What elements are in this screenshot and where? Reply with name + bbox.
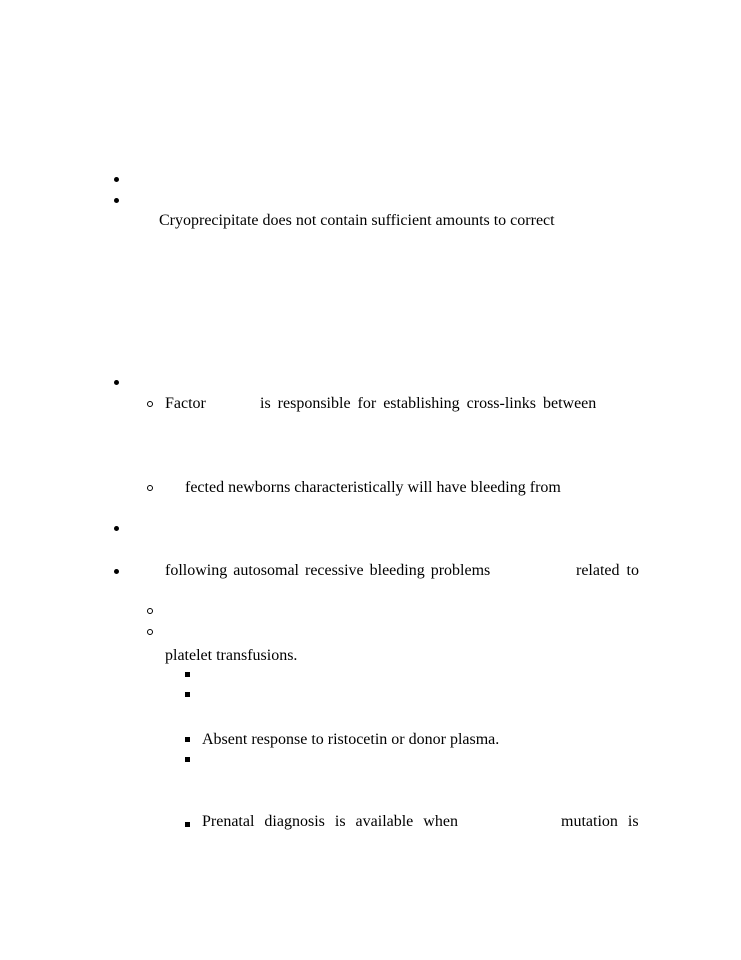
text-factor-word: Factor — [165, 395, 206, 412]
bullet-marker — [185, 757, 190, 762]
bullet-marker — [147, 485, 153, 491]
bullet-marker — [114, 177, 119, 182]
bullet-marker — [147, 608, 153, 614]
bullet-marker — [185, 692, 190, 697]
bullet-marker — [114, 198, 119, 203]
text-line-cryoprecipitate: Cryoprecipitate does not contain sufficient amounts to correct — [159, 212, 555, 229]
bullet-marker — [185, 672, 190, 677]
text-line-absent: Absent response to ristocetin or donor plasma. — [202, 731, 500, 748]
text-line-prenatal: Prenatal diagnosis is available when — [202, 813, 458, 830]
text-line-factor — [260, 394, 646, 414]
bullet-marker — [185, 737, 190, 742]
bullet-marker — [147, 401, 153, 407]
bullet-marker — [147, 629, 153, 635]
text-line-prenatal-end: mutation is — [561, 813, 639, 830]
bullet-marker — [114, 380, 119, 385]
bullet-marker — [185, 822, 190, 827]
bullet-marker — [114, 569, 119, 574]
text-line-fected: fected newborns characteristically will have bleeding from — [185, 479, 561, 496]
text-line-following: following autosomal recessive bleeding problems — [165, 562, 491, 579]
text-factor-rest: is responsible for establishing cross-links between — [260, 395, 597, 412]
text-line-following-end: related to — [576, 562, 639, 579]
text-line-platelet: platelet transfusions. — [165, 647, 298, 664]
bullet-marker — [114, 526, 119, 531]
